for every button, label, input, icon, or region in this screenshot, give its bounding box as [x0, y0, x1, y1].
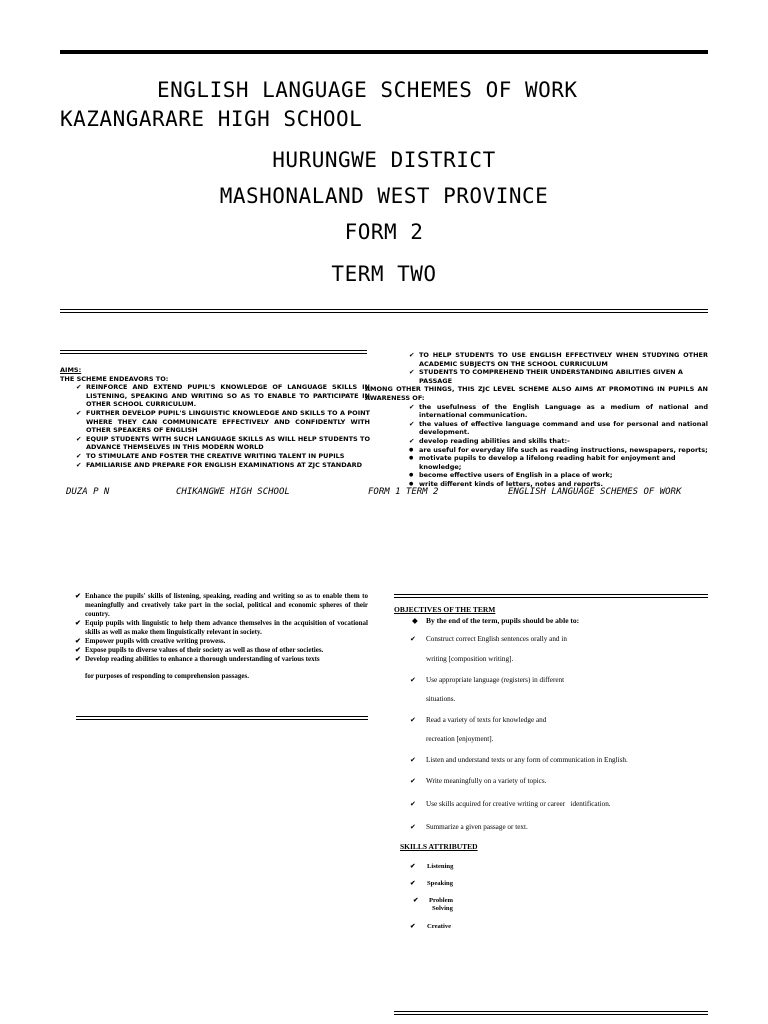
- check-icon: ✔: [409, 436, 415, 445]
- objective-item: ✔ Read a variety of texts for knowledge and: [410, 716, 547, 724]
- check-icon: ✔: [410, 777, 417, 785]
- aims-rule: [60, 350, 367, 354]
- aims-intro: THE SCHEME ENDEAVORS TO:: [60, 374, 169, 383]
- objective-item-continued: situations.: [426, 695, 456, 703]
- skills-heading: SKILLS ATTRIBUTED: [400, 842, 478, 851]
- list-item: ✔ Enhance the pupils' skills of listening, speaking, reading and writing so as to enable them to meaningfully and creatively take part in the social, political and economic spheres of their country.: [75, 592, 368, 618]
- footer-school: CHIKANGWE HIGH SCHOOL: [176, 487, 290, 497]
- list-item: ✔ EQUIP STUDENTS WITH SUCH LANGUAGE SKILLS AS WILL HELP STUDENTS TO ADVANCE THEMSELVES IN THIS MODERN WORLD: [76, 434, 370, 452]
- bullet-icon: ●: [409, 480, 414, 487]
- title-line-4: MASHONALAND WEST PROVINCE: [219, 184, 549, 208]
- title-line-3: HURUNGWE DISTRICT: [272, 148, 496, 172]
- check-icon: ✔: [409, 419, 415, 428]
- check-icon: ✔: [76, 460, 82, 469]
- objectives-lead: ◆ By the end of the term, pupils should be able to:: [412, 616, 580, 625]
- section-divider: [60, 309, 708, 313]
- bullet-icon: ●: [409, 446, 414, 453]
- list-item: ✔ Expose pupils to diverse values of their society as well as those of other societies.: [75, 646, 324, 654]
- title-line-6: TERM TWO: [331, 262, 437, 286]
- check-icon: ✔: [410, 863, 416, 870]
- skill-item: ✔ Listening: [410, 863, 454, 870]
- skill-item-continued: Solving: [432, 905, 453, 912]
- objective-item: ✔ Summarize a given passage or text.: [410, 823, 528, 831]
- aims-heading: AIMS:: [60, 366, 82, 374]
- list-item: ✔ FURTHER DEVELOP PUPIL'S LINGUISTIC KNOWLEDGE AND SKILLS TO A POINT WHERE THEY CAN COMMUNICATE EFFECTIVELY AND CONFIDENTLY WITH OTHER SPEAKERS OF ENGLISH: [76, 408, 370, 435]
- check-icon: ✔: [75, 646, 81, 654]
- list-item: ✔ FAMILIARISE AND PREPARE FOR ENGLISH EXAMINATIONS AT ZJC STANDARD: [76, 460, 363, 469]
- list-item: ✔ TO HELP STUDENTS TO USE ENGLISH EFFECTIVELY WHEN STUDYING OTHER ACADEMIC SUBJECTS ON THE SCHOOL CURRICULUM: [409, 351, 708, 368]
- list-item: ✔ Empower pupils with creative writing prowess.: [75, 637, 226, 645]
- title-line-1: ENGLISH LANGUAGE SCHEMES OF WORK: [157, 78, 578, 102]
- objective-item: ✔ Use skills acquired for creative writing or career identification.: [410, 800, 611, 808]
- check-icon: ✔: [75, 655, 81, 663]
- check-icon: ✔: [75, 637, 81, 645]
- bullet-icon: ●: [409, 472, 414, 479]
- check-icon: ✔: [76, 451, 82, 460]
- bottom-rule: [394, 1011, 708, 1015]
- objective-item: ✔ Listen and understand texts or any form of communication in English.: [410, 756, 628, 764]
- skill-item: ✔ Creative: [410, 923, 452, 930]
- footer-form: FORM 1 TERM 2: [368, 487, 439, 497]
- check-icon: ✔: [76, 408, 82, 417]
- skill-item: ✔ Speaking: [410, 880, 454, 887]
- list-item: ● write different kinds of letters, notes and reports.: [409, 479, 604, 488]
- check-icon: ✔: [75, 592, 81, 600]
- goals-rule: [76, 716, 368, 720]
- check-icon: ✔: [410, 676, 417, 684]
- goals-block: [75, 592, 368, 681]
- check-icon: ✔: [76, 434, 82, 443]
- bullet-icon: ●: [409, 455, 414, 462]
- goals-tail: for purposes of responding to comprehension passages.: [85, 672, 249, 680]
- list-item: ✔ develop reading abilities and skills that:-: [409, 436, 570, 445]
- check-icon: ✔: [410, 756, 417, 764]
- objective-item-continued: writing [composition writing].: [426, 655, 514, 663]
- check-icon: ✔: [410, 823, 417, 831]
- objective-item: ✔ Write meaningfully on a variety of topics.: [410, 777, 547, 785]
- list-item: ✔ Equip pupils with linguistic to help them advance themselves in the acquisition of vocational skills as well as make them linguistically relevant in society.: [75, 619, 368, 636]
- objective-item: ✔ Use appropriate language (registers) in different: [410, 676, 565, 684]
- check-icon: ✔: [409, 351, 415, 359]
- check-icon: ✔: [409, 402, 415, 411]
- title-line-5: FORM 2: [344, 220, 424, 244]
- aims-block: [60, 366, 370, 469]
- footer-document: ENGLISH LANGUAGE SCHEMES OF WORK: [508, 487, 682, 497]
- check-icon: ✔: [410, 716, 417, 724]
- top-rule: [60, 50, 708, 54]
- list-item: ✔ the values of effective language command and use for personal and national development.: [409, 419, 708, 437]
- objectives-heading: OBJECTIVES OF THE TERM: [394, 605, 496, 614]
- check-icon: ✔: [413, 897, 419, 904]
- check-icon: ✔: [409, 368, 415, 377]
- aims-right-block: [365, 351, 708, 489]
- skill-item: ✔ Problem: [413, 897, 454, 904]
- check-icon: ✔: [410, 880, 416, 887]
- list-item: ● are useful for everyday life such as reading instructions, newspapers, reports;: [409, 445, 708, 454]
- check-icon: ✔: [410, 923, 416, 930]
- objectives-rule: [394, 594, 708, 598]
- aims-list: [60, 383, 370, 469]
- objective-item: ✔ Construct correct English sentences orally and in: [410, 635, 567, 643]
- list-item: ✔ Develop reading abilities to enhance a thorough understanding of various texts: [75, 655, 320, 663]
- list-item: ✔ STUDENTS TO COMPREHEND THEIR UNDERSTANDING ABILITIES GIVEN A PASSAGE: [409, 368, 683, 385]
- objective-item-continued: recreation [enjoyment].: [426, 735, 494, 743]
- footer-name: DUZA P N: [66, 487, 110, 497]
- list-item: ● become effective users of English in a place of work;: [409, 471, 613, 480]
- check-icon: ✔: [410, 635, 417, 643]
- awareness-paragraph: AMONG OTHER THINGS, THIS ZJC LEVEL SCHEME ALSO AIMS AT PROMOTING IN PUPILS AN AWARENESS OF:: [365, 385, 708, 402]
- list-item: ✔ TO STIMULATE AND FOSTER THE CREATIVE WRITING TALENT IN PUPILS: [76, 451, 345, 460]
- check-icon: ✔: [75, 619, 81, 627]
- list-item: ● motivate pupils to develop a lifelong reading habit for enjoyment and knowledge;: [409, 454, 676, 471]
- list-item: ✔ the usefulness of the English Language as a medium of national and international communication.: [409, 402, 708, 420]
- diamond-icon: ◆: [412, 616, 418, 625]
- check-icon: ✔: [76, 383, 82, 392]
- list-item: ✔ REINFORCE AND EXTEND PUPIL'S KNOWLEDGE OF LANGUAGE SKILLS IN LISTENING, SPEAKING AND WRITING SO AS TO ENABLE TO PARTICIPATE IN OTHER SCHOOL CURRICULUM.: [76, 383, 370, 409]
- title-line-2: KAZANGARARE HIGH SCHOOL: [60, 107, 363, 131]
- check-icon: ✔: [410, 800, 417, 808]
